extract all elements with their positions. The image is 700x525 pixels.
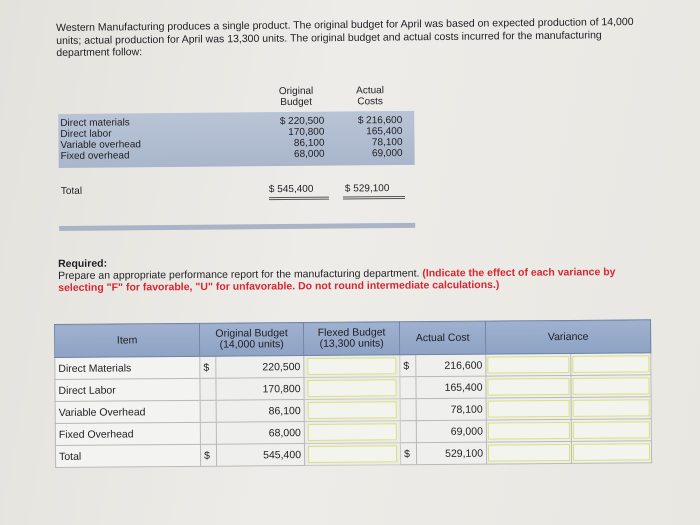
flexed-budget-field[interactable] (308, 445, 397, 463)
budget-table-band (58, 111, 414, 168)
budget-total-row: Total $ 545,400 $ 529,100 (59, 175, 415, 206)
variance-fu-field[interactable] (573, 421, 650, 439)
variance-fu-select[interactable] (571, 441, 651, 464)
budget-row: Variable overhead 86,100 78,100 (60, 136, 403, 151)
dollar-sign (200, 422, 216, 444)
variance-amount-field[interactable] (487, 378, 569, 396)
variance-amount-input[interactable] (486, 419, 571, 442)
flexed-budget-input[interactable] (304, 377, 400, 400)
double-underline (269, 199, 329, 201)
budget-row: Direct labor 170,800 165,400 (60, 125, 403, 140)
original-budget-value: 68,000 (216, 422, 304, 445)
budget-table-bottom-band (59, 223, 415, 231)
actual-cost-value: 69,000 (416, 420, 486, 443)
variance-fu-field[interactable] (572, 355, 649, 373)
row-item-label: Variable Overhead (55, 400, 200, 423)
dollar-sign (200, 400, 216, 422)
dollar-sign (200, 378, 216, 400)
variance-header: Variance (486, 320, 651, 354)
variance-fu-select[interactable] (571, 397, 651, 420)
variance-fu-select[interactable] (571, 375, 651, 398)
original-budget-value: 545,400 (216, 444, 304, 467)
variance-fu-select[interactable] (571, 353, 651, 376)
flexed-budget-input[interactable] (304, 443, 400, 466)
row-item-label: Direct Materials (55, 356, 200, 379)
dollar-sign: $ (200, 444, 216, 466)
variance-fu-select[interactable] (571, 419, 651, 442)
flexed-budget-field[interactable] (308, 401, 397, 419)
budget-row: Fixed overhead 68,000 69,000 (60, 147, 403, 162)
required-note: (Indicate the effect of each variance by selecting "F" for favorable, "U" for unfavorable. Do not round intermediate calculations.) (58, 266, 616, 294)
variance-amount-field[interactable] (488, 400, 570, 418)
actual-cost-value: 216,600 (416, 354, 486, 377)
flexed-budget-field[interactable] (308, 423, 397, 441)
actual-cost-value: 78,100 (416, 398, 486, 421)
required-instruction: Prepare an appropriate performance report for the manufacturing department. (58, 267, 420, 282)
dollar-sign (400, 399, 416, 421)
dollar-sign: $ (200, 356, 216, 378)
dollar-sign (400, 377, 416, 399)
performance-report (54, 319, 651, 468)
flexed-budget-field[interactable] (307, 357, 396, 375)
double-underline (343, 198, 405, 200)
table-row-total (55, 441, 651, 468)
budget-table (58, 85, 415, 206)
variance-amount-field[interactable] (488, 422, 570, 440)
variance-fu-field[interactable] (572, 377, 649, 395)
row-item-label: Total (55, 444, 200, 467)
variance-fu-field[interactable] (573, 443, 650, 461)
dollar-sign: $ (400, 355, 416, 377)
actual-cost-header: Actual Cost (400, 321, 486, 355)
original-budget-value: 220,500 (216, 356, 304, 379)
row-item-label: Fixed Overhead (55, 422, 200, 445)
budget-row: Direct materials $ 220,500 $ 216,600 (60, 114, 403, 129)
flexed-budget-field[interactable] (307, 379, 396, 397)
required-heading: Required: (58, 257, 108, 270)
variance-amount-field[interactable] (487, 356, 569, 374)
variance-fu-field[interactable] (573, 399, 650, 417)
original-budget-value: 86,100 (216, 400, 304, 423)
original-budget-header: Original Budget (14,000 units) (199, 323, 303, 357)
variance-amount-input[interactable] (486, 397, 571, 420)
item-header: Item (55, 323, 200, 357)
flexed-budget-header: Flexed Budget (13,300 units) (304, 322, 400, 356)
variance-amount-field[interactable] (488, 444, 570, 462)
flexed-budget-input[interactable] (304, 399, 400, 422)
performance-report-table (54, 319, 652, 468)
variance-amount-input[interactable] (486, 353, 571, 376)
dollar-sign (400, 421, 416, 443)
actual-cost-value: 165,400 (416, 376, 486, 399)
problem-intro: Western Manufacturing produces a single product. The original budget for April was based on expected production of 14,000 units; actual production for April was 13,300 units. The original budget and actual costs incurred for the manufacturing department follow: (56, 15, 634, 59)
original-budget-value: 170,800 (216, 378, 304, 401)
dollar-sign: $ (400, 443, 416, 465)
actual-cost-value: 529,100 (416, 442, 486, 465)
variance-amount-input[interactable] (486, 441, 571, 464)
row-item-label: Direct Labor (55, 378, 200, 401)
flexed-budget-input[interactable] (304, 421, 400, 444)
actual-costs-header: Actual Costs (356, 85, 384, 108)
flexed-budget-input[interactable] (304, 355, 400, 378)
variance-amount-input[interactable] (486, 375, 571, 398)
original-budget-header: Original Budget (278, 85, 314, 109)
budget-table-header (58, 85, 414, 114)
required-section (58, 254, 658, 294)
